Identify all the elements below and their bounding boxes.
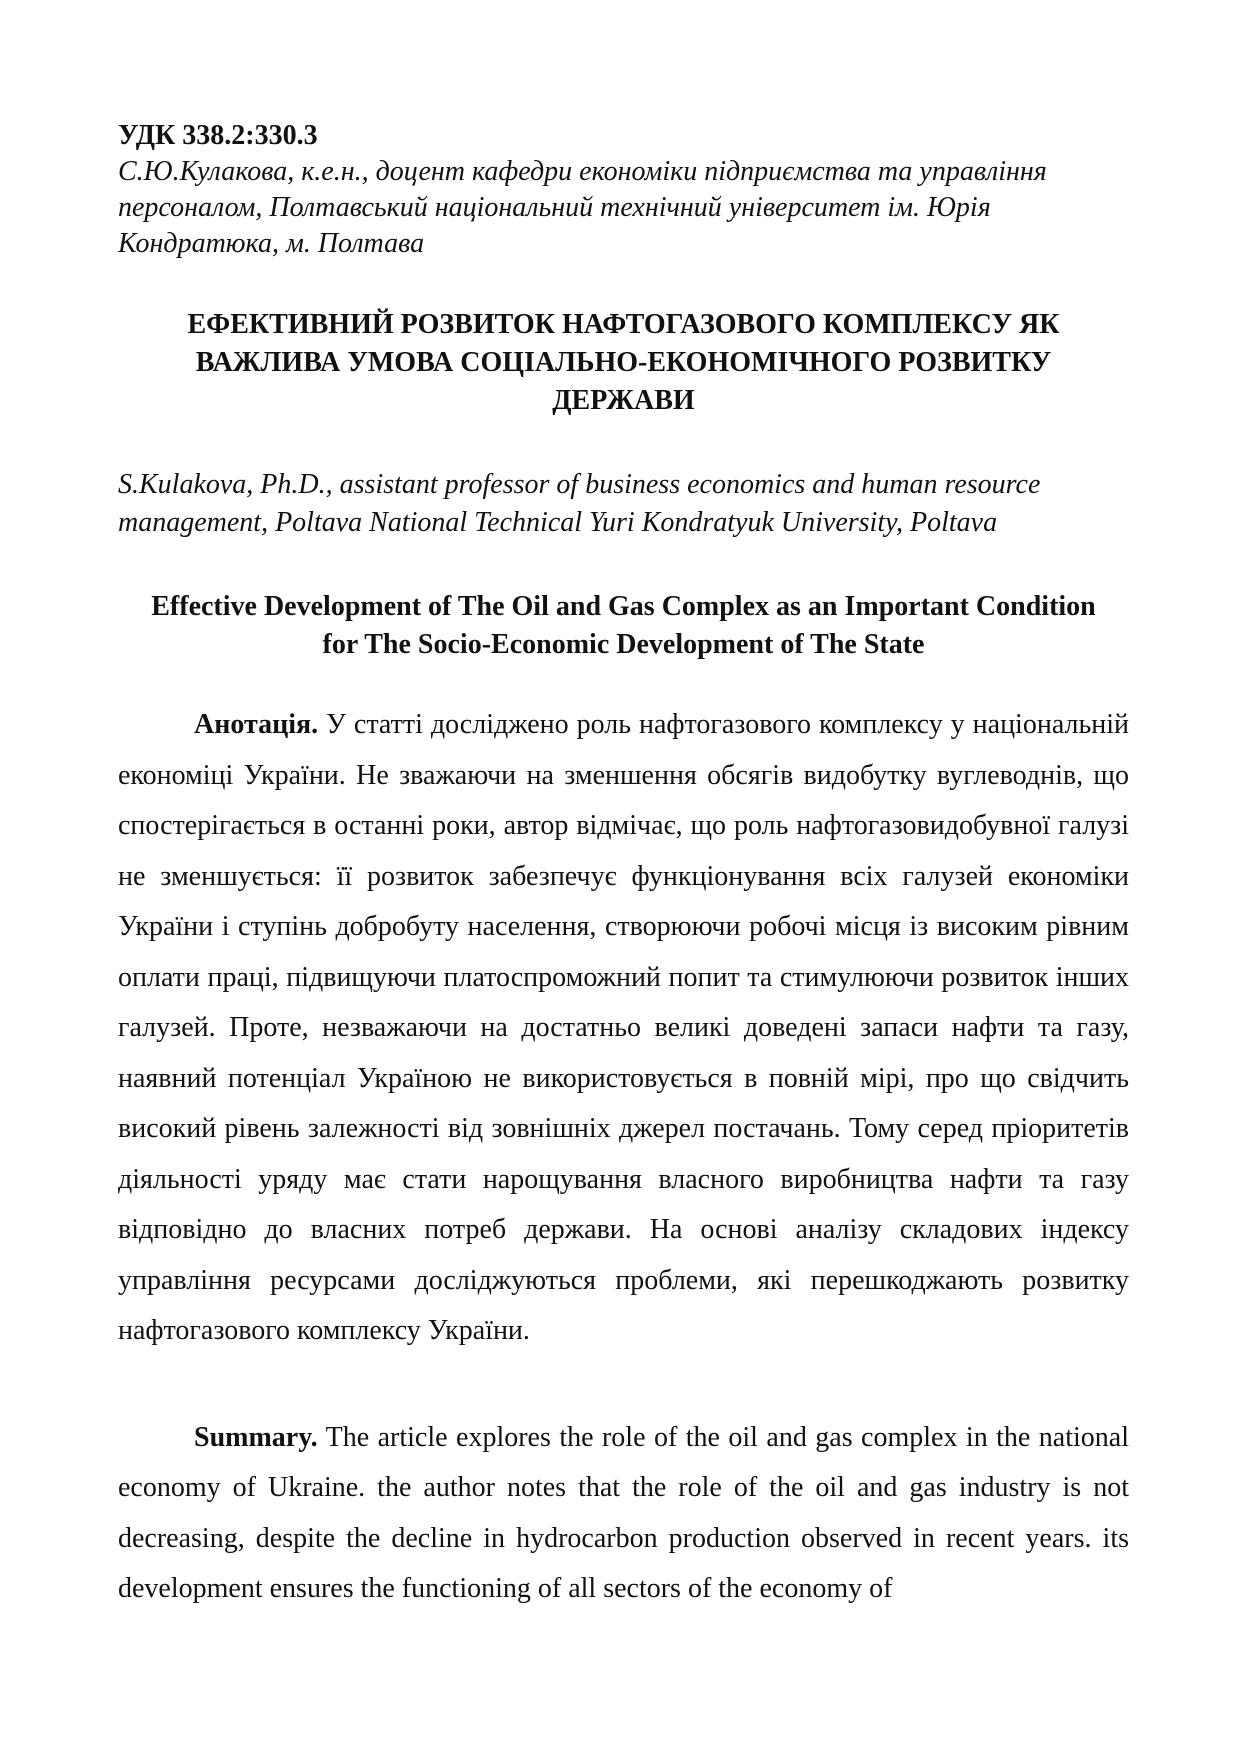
summary-label: Summary. [194, 1421, 318, 1453]
abstract-paragraph [118, 700, 1129, 1357]
title-en [118, 588, 1129, 664]
abstract-label: Анотація. [194, 709, 319, 740]
document-page [118, 118, 1129, 1615]
author-affiliation-uk: С.Ю.Кулакова, к.е.н., доцент кафедри економіки підприємства та управління персоналом, Полтавський національний технічний університет ім. Юрія Кондратюка, м. Полтава [118, 156, 1047, 259]
summary-text: The article explores the role of the oil and gas complex in the national economy of Ukraine. the author notes that the role of the oil and gas industry is not decreasing, despite the decline in hydrocarbon production observed in recent years. its development ensures the functioning of all sectors of the economy of [118, 1421, 1129, 1604]
udc-code: УДК 338.2:330.3 [118, 120, 318, 151]
title-uk-line: ВАЖЛИВА УМОВА СОЦІАЛЬНО-ЕКОНОМІЧНОГО РОЗВИТКУ [195, 347, 1052, 378]
title-uk [118, 306, 1129, 420]
summary-paragraph [118, 1413, 1129, 1615]
title-en-line: for The Socio-Economic Development of The State [322, 629, 925, 660]
title-en-line: Effective Development of The Oil and Gas Complex as an Important Condition [151, 591, 1096, 622]
title-uk-line: ДЕРЖАВИ [552, 385, 695, 416]
abstract-text: У статті досліджено роль нафтогазового комплексу у національній економіці України. Не зважаючи на зменшення обсягів видобутку вуглеводнів, що спостерігається в останні роки, автор відмічає, що роль нафтогазовидобувної галузі не зменшується: її розвиток забезпечує функціонування всіх галузей економіки України і ступінь добробуту населення, створюючи робочі місця із високим рівним оплати праці, підвищуючи платоспроможний попит та стимулюючи розвиток інших галузей. Проте, незважаючи на достатньо великі доведені запаси нафти та газу, наявний потенціал Україною не використовується в повній мірі, про що свідчить високий рівень залежності від зовнішніх джерел постачань. Тому серед пріоритетів діяльності уряду має стати нарощування власного виробництва нафти та газу відповідно до власних потреб держави. На основі аналізу складових індексу управління ресурсами досліджуються проблеми, які перешкоджають розвитку нафтогазового комплексу України. [118, 709, 1129, 1346]
title-uk-line: ЕФЕКТИВНИЙ РОЗВИТОК НАФТОГАЗОВОГО КОМПЛЕКСУ ЯК [187, 309, 1060, 340]
author-affiliation-en: S.Kulakova, Ph.D., assistant professor of business economics and human resource management, Poltava National Technical Yuri Kondratyuk University, Poltava [118, 469, 1041, 538]
